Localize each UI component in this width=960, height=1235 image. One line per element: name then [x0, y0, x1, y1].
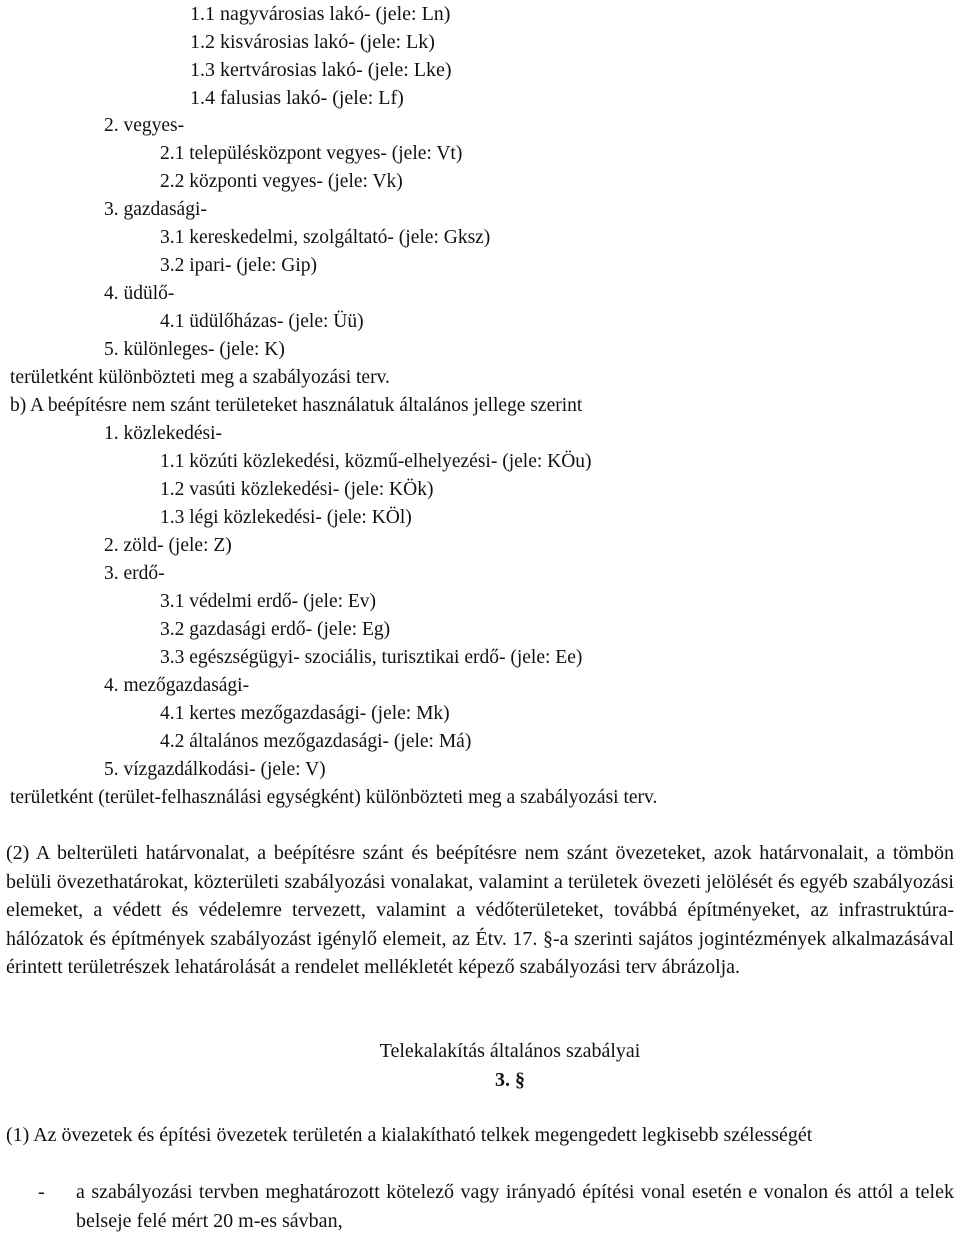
list-item: 3.2 gazdasági erdő- (jele: Eg): [160, 619, 391, 640]
section-number: 3. §: [495, 1069, 525, 1091]
paragraph-3-1: [6, 1121, 954, 1150]
list-item: 1.4 falusias lakó- (jele: Lf): [190, 87, 404, 109]
paragraph-2: (2) A belterületi határvonalat, a beépítésre szánt és beépítésre nem szánt övezeteket, azok határvonalait, a tömbön belüli övezethatárokat, közterületi szabályozási vonalakat, valamint a területek övezeti jelölését és egyéb szabályozási elemeket, a védett és védelemre tervezett, valamint a védőterületeket, továbbá építményeket, az infrastruktúra-hálózatok és építmények szabályozást igénylő elemeit, az Étv. 17. §-a szerinti sajátos jogintézmények alkalmazásával érintett területrészek lehatárolását a rendelet mellékletét képező szabályozási terv ábrázolja.: [6, 842, 954, 978]
paragraph-3-1-text: (1) Az övezetek és építési övezetek területén a kialakítható telkek megengedett legkisebb szélességét: [6, 1124, 813, 1146]
list-item: 3.2 ipari- (jele: Gip): [160, 255, 318, 276]
list-item: 3.3 egészségügyi- szociális, turisztikai erdő- (jele: Ee): [160, 647, 583, 668]
list-item: 1. közlekedési-: [104, 423, 223, 444]
list-closing-text: területként különbözteti meg a szabályozási terv.: [10, 367, 390, 388]
list-item: 1.2 vasúti közlekedési- (jele: KÖk): [160, 479, 434, 500]
list-item: 4. üdülő-: [104, 283, 175, 304]
dash-bullet: -: [38, 1181, 45, 1203]
list-item: 4.1 üdülőházas- (jele: Üü): [160, 311, 364, 332]
list-item: 1.2 kisvárosias lakó- (jele: Lk): [190, 31, 435, 53]
list-item: 1.3 légi közlekedési- (jele: KÖl): [160, 507, 412, 528]
list-item: 2.1 településközpont vegyes- (jele: Vt): [160, 143, 463, 164]
list-item: 2. zöld- (jele: Z): [104, 535, 232, 556]
list-item: 4. mezőgazdasági-: [104, 675, 250, 696]
list-item: 3.1 kereskedelmi, szolgáltató- (jele: Gksz): [160, 227, 491, 248]
list-item: 1.1 közúti közlekedési, közmű-elhelyezési- (jele: KÖu): [160, 451, 592, 472]
list-item: 3. erdő-: [104, 563, 165, 584]
list-item: 2. vegyes-: [104, 115, 185, 136]
list-item: 2.2 központi vegyes- (jele: Vk): [160, 171, 403, 192]
section-title: Telekalakítás általános szabályai: [379, 1040, 641, 1062]
list-item: 3.1 védelmi erdő- (jele: Ev): [160, 591, 377, 612]
list-item: 1.3 kertvárosias lakó- (jele: Lke): [190, 59, 452, 81]
list-item: 4.2 általános mezőgazdasági- (jele: Má): [160, 731, 472, 752]
list-item: 5. vízgazdálkodási- (jele: V): [104, 759, 326, 780]
list-heading: b) A beépítésre nem szánt területeket használatuk általános jellege szerint: [10, 395, 583, 416]
list-item: 5. különleges- (jele: K): [104, 339, 285, 360]
list-item: 4.1 kertes mezőgazdasági- (jele: Mk): [160, 703, 450, 724]
list-closing-text: területként (terület-felhasználási egységként) különbözteti meg a szabályozási terv.: [10, 787, 658, 808]
list-item: 1.1 nagyvárosias lakó- (jele: Ln): [190, 3, 451, 25]
list-item: 3. gazdasági-: [104, 199, 207, 220]
dash-list-item: a szabályozási tervben meghatározott kötelező vagy irányadó építési vonal esetén e vonalon és attól a telek belseje felé mért 20 m-es sávban,: [76, 1181, 954, 1232]
